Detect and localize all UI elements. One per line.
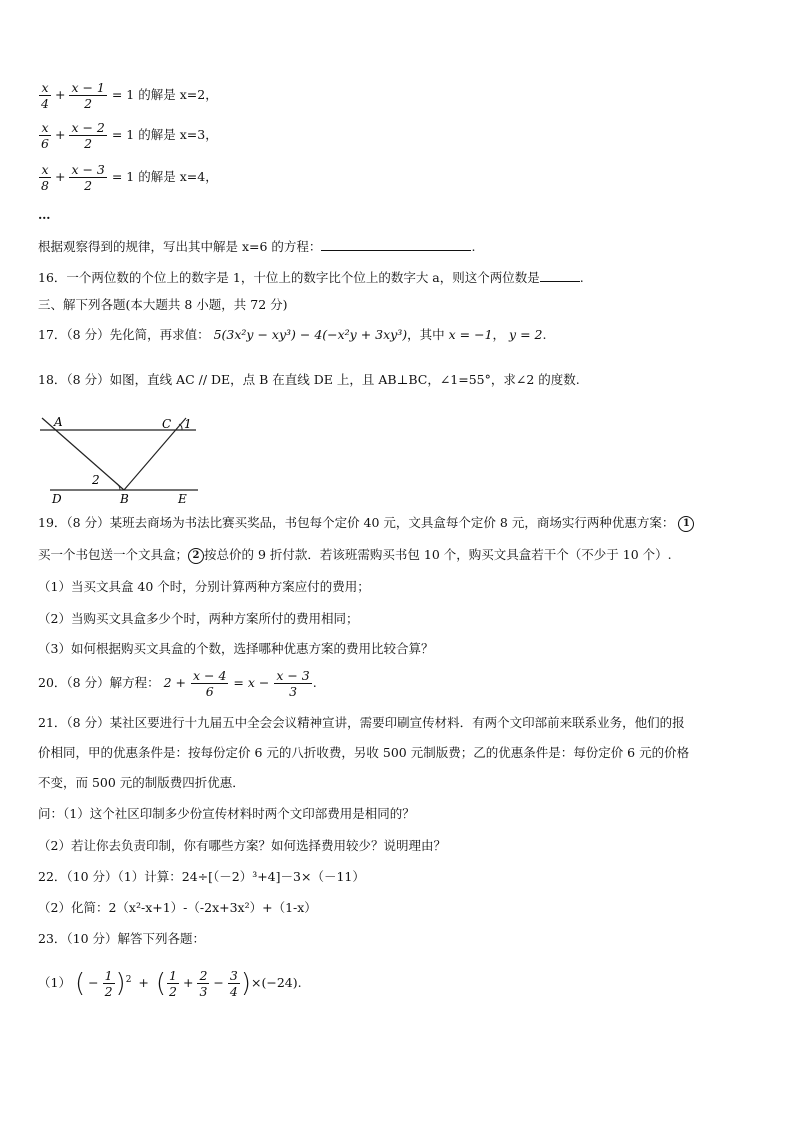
fraction: $\frac{x - 1}{2}$ — [71, 80, 105, 111]
q19-sub-1: （1）当买文具盒 40 个时，分别计算两种方案应付的费用； — [38, 579, 370, 594]
circled-number: 1 — [678, 516, 694, 532]
q23-part-label: （1） — [38, 975, 71, 990]
period: . — [297, 975, 302, 990]
fraction: $\frac{x - 3}{2}$ — [71, 162, 105, 193]
period: . — [579, 270, 584, 285]
answer-blank[interactable] — [540, 281, 580, 282]
question-18: 18．（8 分）如图，直线 AC // DE，点 B 在直线 DE 上，且 AB⊥BC，∠1=55°，求∠2 的度数. — [38, 372, 580, 387]
q19-sub-2: （2）当购买文具盒多少个时，两种方案所付的费用相同； — [38, 611, 359, 626]
segment-bc — [124, 418, 186, 490]
ellipsis: … — [38, 207, 51, 222]
q19-sub-3: （3）如何根据购买文具盒的个数，选择哪种优惠方案的费用比较合算？ — [38, 641, 434, 656]
q23-tail: ×(−24) — [251, 975, 298, 990]
answer-blank[interactable] — [321, 250, 471, 251]
circled-number: 2 — [188, 548, 204, 564]
question-23-label: 23．（10 分）解答下列各题： — [38, 931, 206, 946]
fraction: $\frac{x - 2}{2}$ — [71, 120, 105, 151]
equation-solution: 的解是 x=4， — [138, 169, 218, 184]
fraction: $\frac{x}{6}$ — [41, 120, 49, 151]
fraction: $\frac{1}{2}$ — [169, 968, 177, 999]
q19-text: 19．（8 分）某班去商场为书法比赛买奖品，书包每个定价 40 元，文具盒每个定价 8 元，商场实行两种优惠方案： — [38, 515, 675, 530]
question-19-line-2 — [38, 546, 672, 564]
q17-expression: 5(3x²y − xy³) − 4(−x²y + 3xy³) — [213, 327, 408, 342]
question-21-ask-1: 问：（1）这个社区印制多少份宣传材料时两个文印部费用是相同的？ — [38, 806, 415, 821]
fraction: $\frac{x}{8}$ — [41, 162, 49, 193]
geometry-figure — [36, 408, 206, 504]
label-2: 2 — [92, 473, 100, 487]
fraction: $\frac{3}{4}$ — [229, 968, 238, 999]
q17-mid: ，其中 — [407, 327, 445, 342]
q19-option-1: 买一个书包送一个文具盒； — [38, 547, 189, 562]
equation-line-2: $\frac{x}{6}$ + $\frac{x - 2}{2}$ = 1 的解是 x=3， — [41, 120, 218, 151]
fraction: $\frac{x - 4}{6}$ — [192, 668, 227, 699]
equation-line-3: $\frac{x}{8}$ + $\frac{x - 3}{2}$ = 1 的解是 x=4， — [41, 162, 218, 193]
equation-rhs: = 1 — [111, 87, 135, 102]
equation-rhs: = 1 — [111, 127, 135, 142]
question-23-part-1: （1） ( − $\frac{1}{2}$ )$^2$ + ( $\frac{1}{2}$ + $\frac{2}{3}$ − $\frac{3}{4}$ )×(−24). — [38, 968, 302, 999]
period: . — [312, 675, 317, 690]
question-19-line-1 — [38, 514, 694, 532]
question-21-line-2: 价相同，甲的优惠条件是：按每份定价 6 元的八折收费，另收 500 元制版费；乙的优惠条件是：每份定价 6 元的价格 — [38, 745, 690, 760]
label-b: B — [120, 492, 129, 504]
q15-text: 根据观察得到的规律，写出其中解是 x=6 的方程： — [38, 239, 322, 254]
label-a: A — [54, 415, 63, 429]
fraction: $\frac{1}{2}$ — [104, 968, 113, 999]
question-21-line-3: 不变，而 500 元的制版费四折优惠． — [38, 775, 245, 790]
question-21-ask-2: （2）若让你去负责印制，你有哪些方案？如何选择费用较少？说明理由？ — [38, 838, 446, 853]
label-e: E — [178, 492, 187, 504]
q19-option-2: 按总价的 9 折付款．若该班需购买书包 10 个，购买文具盒若干个（不少于 10 个）. — [204, 547, 672, 562]
section-heading: 三、解下列各题(本大题共 8 小题，共 72 分) — [38, 297, 288, 312]
q15-prompt — [38, 238, 475, 256]
q20-term: = x − — [233, 675, 270, 690]
q20-label: 20．（8 分）解方程： — [38, 675, 160, 690]
fraction: $\frac{x - 3}{3}$ — [276, 668, 310, 699]
question-20 — [38, 668, 317, 699]
q17-y-value: y = 2 — [509, 327, 543, 342]
equation-rhs: = 1 — [111, 169, 135, 184]
question-16 — [38, 269, 584, 287]
period: . — [471, 239, 476, 254]
period: . — [542, 327, 547, 342]
equation-solution: 的解是 x=3， — [138, 127, 218, 142]
label-d: D — [52, 492, 62, 504]
q17-label: 17．（8 分）先化简，再求值： — [38, 327, 210, 342]
question-22-line-1: 22．（10 分）（1）计算：24÷[（－2）³+4]－3×（－11） — [38, 869, 365, 884]
q17-x-value: x = −1 — [448, 327, 493, 342]
fraction: $\frac{2}{3}$ — [199, 968, 208, 999]
question-21-line-1: 21．（8 分）某社区要进行十九届五中全会会议精神宣讲，需要印刷宣传材料．有两个文印部前来联系业务，他们的报 — [38, 715, 685, 730]
label-c: C — [162, 417, 172, 431]
q20-term: 2 + — [163, 675, 186, 690]
question-22-line-2: （2）化简：2（x²-x+1）-（-2x+3x²）+（1-x） — [38, 900, 317, 915]
equation-line-1: $\frac{x}{4}$ + $\frac{x - 1}{2}$ = 1 的解是 x=2， — [41, 80, 218, 111]
fraction: $\frac{x}{4}$ — [41, 80, 49, 111]
q16-text: 16．一个两位数的个位上的数字是 1，十位上的数字比个位上的数字大 a，则这个两位数是 — [38, 270, 540, 285]
label-1: 1 — [184, 417, 192, 431]
equation-solution: 的解是 x=2， — [138, 87, 218, 102]
question-17 — [38, 326, 546, 344]
separator: ， — [492, 327, 506, 342]
